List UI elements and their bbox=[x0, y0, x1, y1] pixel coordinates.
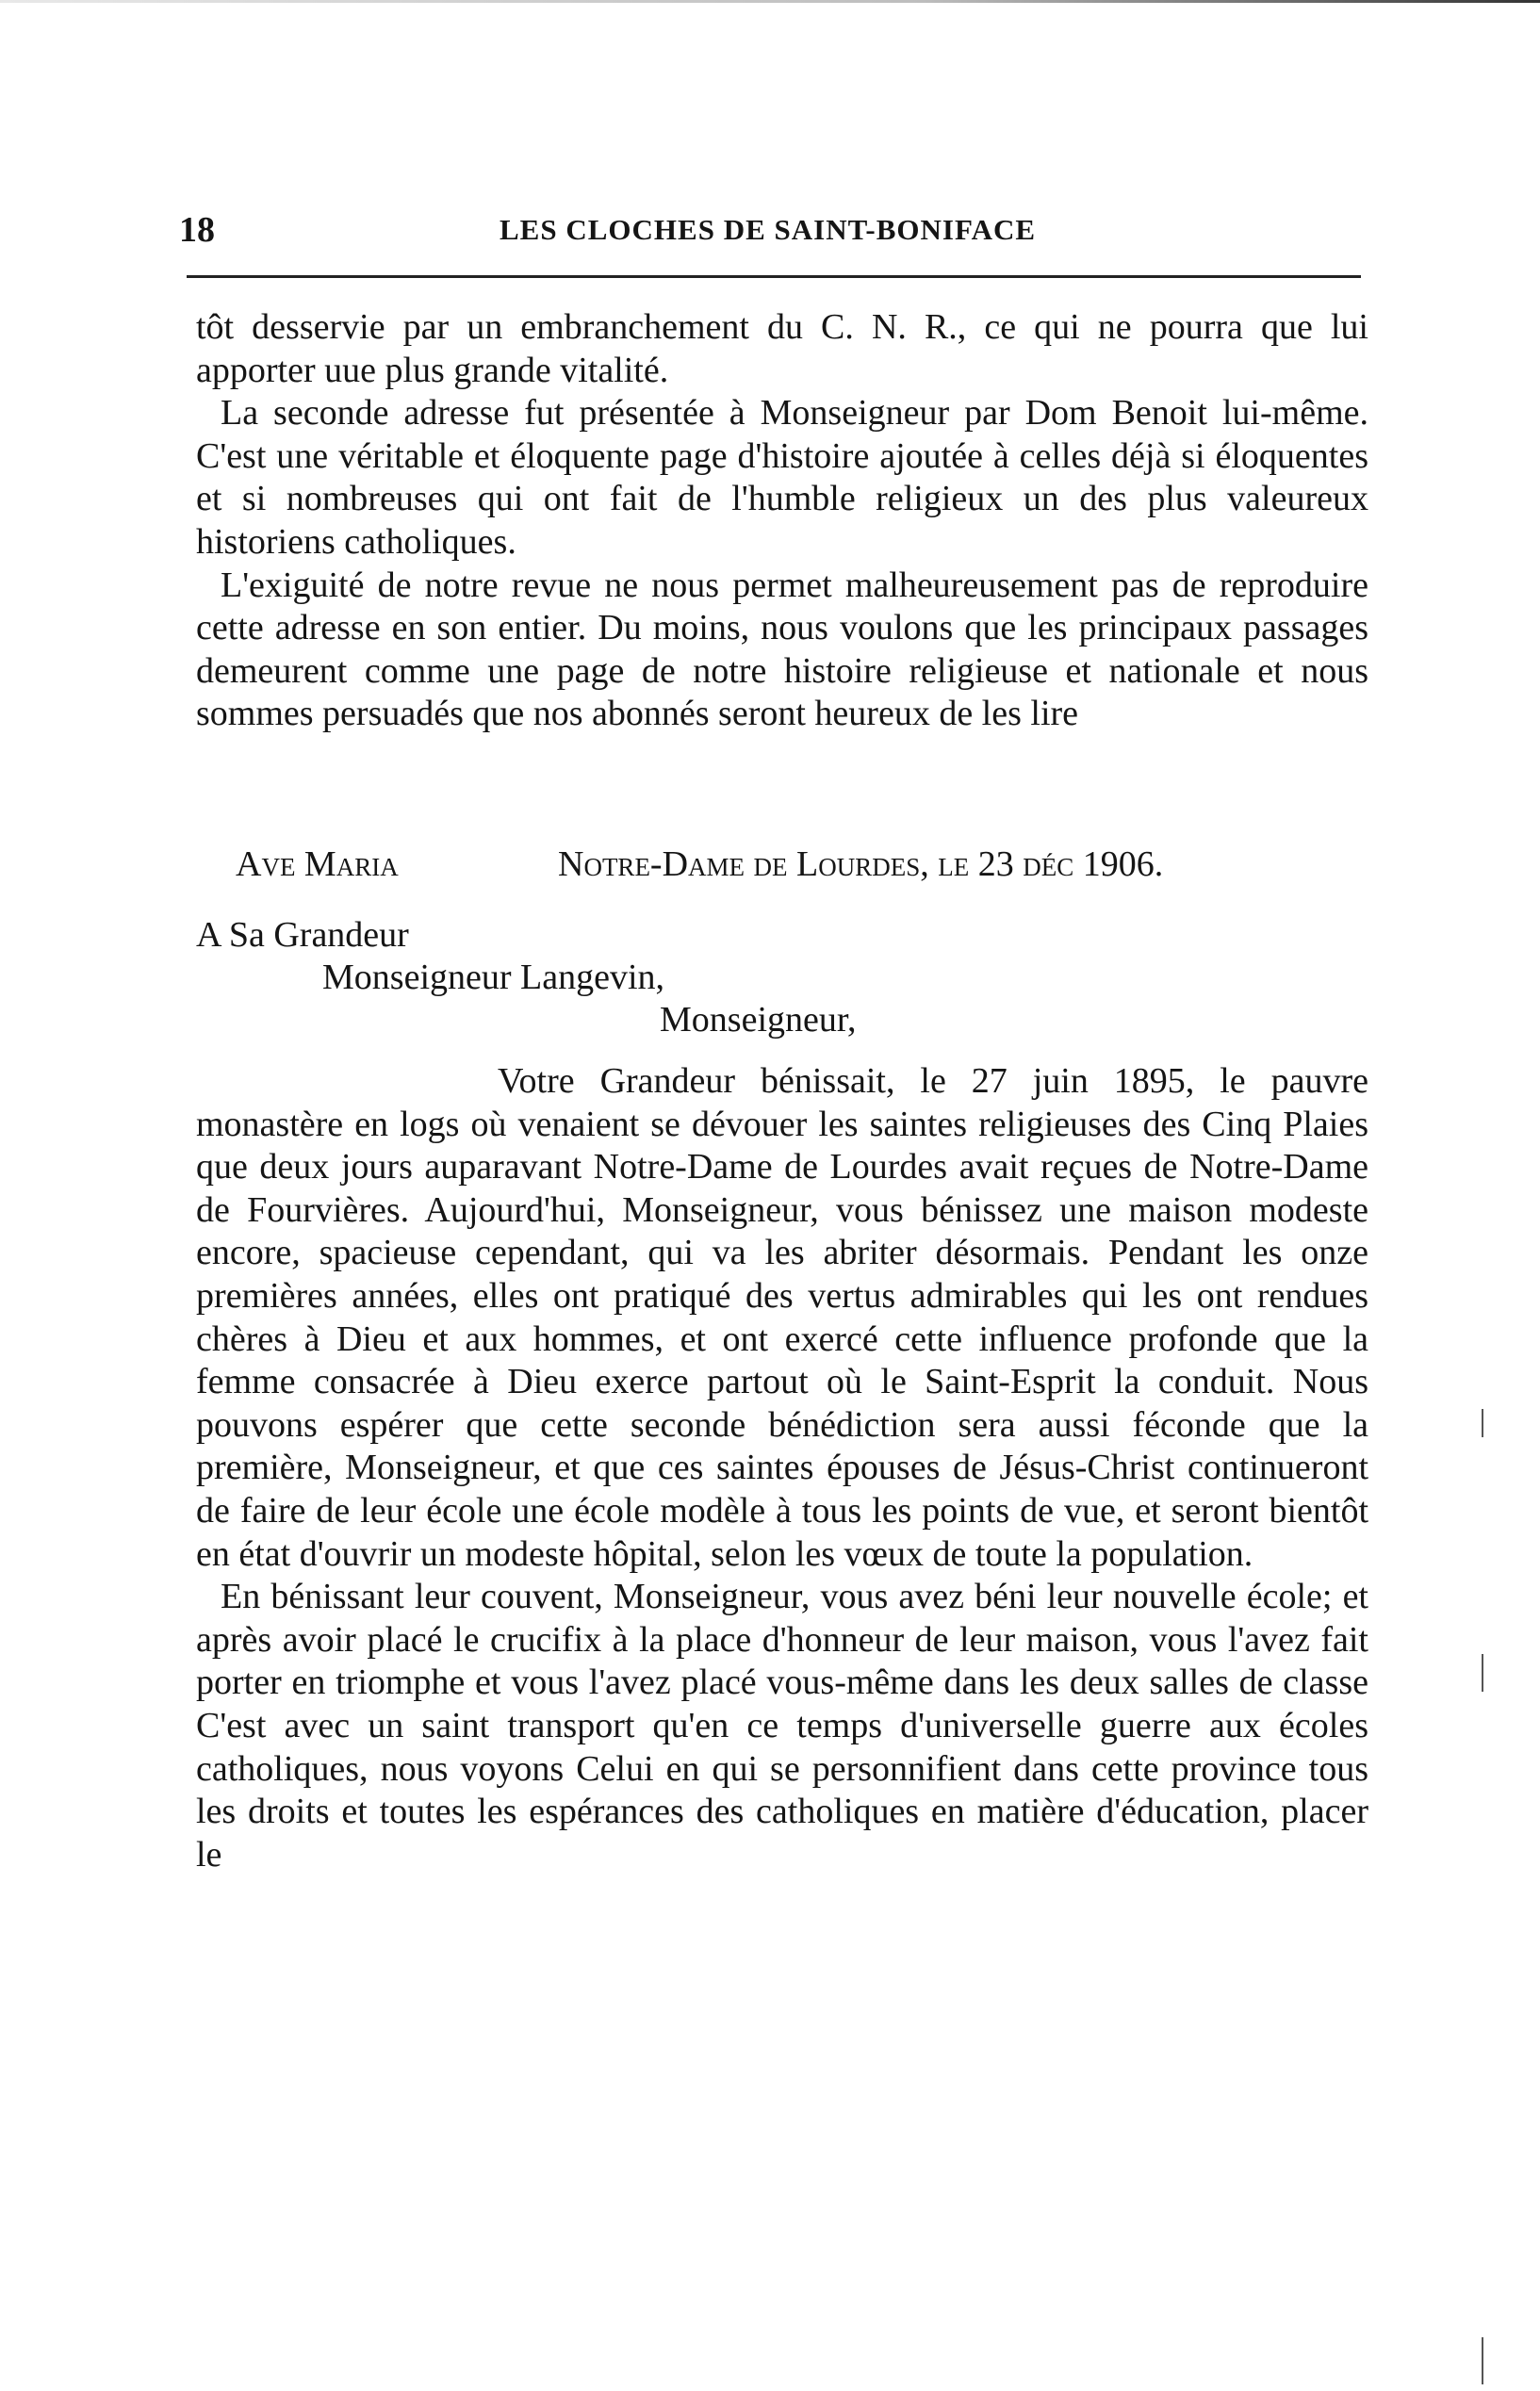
letter-heading-left: Ave Maria bbox=[236, 844, 399, 884]
paragraph: tôt desservie par un embranchement du C. N. R., ce qui ne pourra que lui apporter uue plus grande vitalité. bbox=[196, 307, 1368, 390]
paragraph: La seconde adresse fut présentée à Monseigneur par Dom Benoit lui-même. C'est une véritable et éloquente page d'histoire ajoutée à celles déjà si éloquentes et si nombreuses qui ont fait de l'humble religieux un des plus valeureux historiens catholiques. bbox=[196, 393, 1368, 562]
page-number: 18 bbox=[179, 210, 215, 250]
margin-scan-mark bbox=[1482, 1409, 1483, 1437]
letter-heading bbox=[236, 843, 1367, 891]
salutation-line: A Sa Grandeur bbox=[196, 915, 409, 955]
salutation-line: Monseigneur, bbox=[660, 1000, 857, 1040]
salutation-line: Monseigneur Langevin, bbox=[322, 958, 665, 997]
running-title: LES CLOCHES DE SAINT-BONIFACE bbox=[500, 213, 1037, 246]
letter-heading-right: Notre-Dame de Lourdes, le 23 déc 1906. bbox=[558, 844, 1164, 884]
body-text-top bbox=[196, 306, 1368, 736]
margin-scan-mark bbox=[1482, 1654, 1483, 1692]
paragraph: En bénissant leur couvent, Monseigneur, vous avez béni leur nouvelle école; et après avoir placé le crucifix à la place d'honneur de leur maison, vous l'avez fait porter en triomphe et vous l'avez placé vous-même dans les deux salles de classe C'est avec un saint transport qu'en ce temps d'universelle guerre aux écoles catholiques, nous voyons Celui en qui se personnifient dans cette province tous les droits et toutes les espérances des catholiques en matière d'éducation, placer le bbox=[196, 1577, 1368, 1875]
paragraph: Votre Grandeur bénissait, le 27 juin 1895, le pauvre monastère en logs où venaient se dévouer les saintes religieuses des Cinq Plaies que deux jours auparavant Notre-Dame de Lourdes avait reçues de Notre-Dame de Fourvières. Aujourd'hui, Monseigneur, vous bénissez une maison modeste encore, spacieuse cependant, qui va les abriter désormais. Pendant les onze premières années, elles ont pratiqué des vertus admirables qui les ont rendues chères à Dieu et aux hommes, et ont exercé cette influence profonde que la femme consacrée à Dieu exerce partout où le Saint-Esprit la conduit. Nous pouvons espérer que cette seconde bénédiction sera aussi féconde que la première, Monseigneur, et que ces saintes épouses de Jésus-Christ continueront de faire de leur école une école modèle à tous les points de vue, et seront bientôt en état d'ouvrir un modeste hôpital, selon les vœux de toute la population. bbox=[196, 1061, 1368, 1574]
body-text-bottom bbox=[196, 1060, 1368, 1876]
header-rule bbox=[187, 275, 1361, 278]
margin-scan-mark bbox=[1482, 2337, 1483, 2384]
paragraph: L'exiguité de notre revue ne nous permet malheureusement pas de reproduire cette adresse en son entier. Du moins, nous voulons que les principaux passages demeurent comme une page de notre histoire religieuse et nationale et nous sommes persuadés que nos abonnés seront heureux de les lire bbox=[196, 565, 1368, 734]
page-top-edge bbox=[0, 0, 1540, 3]
